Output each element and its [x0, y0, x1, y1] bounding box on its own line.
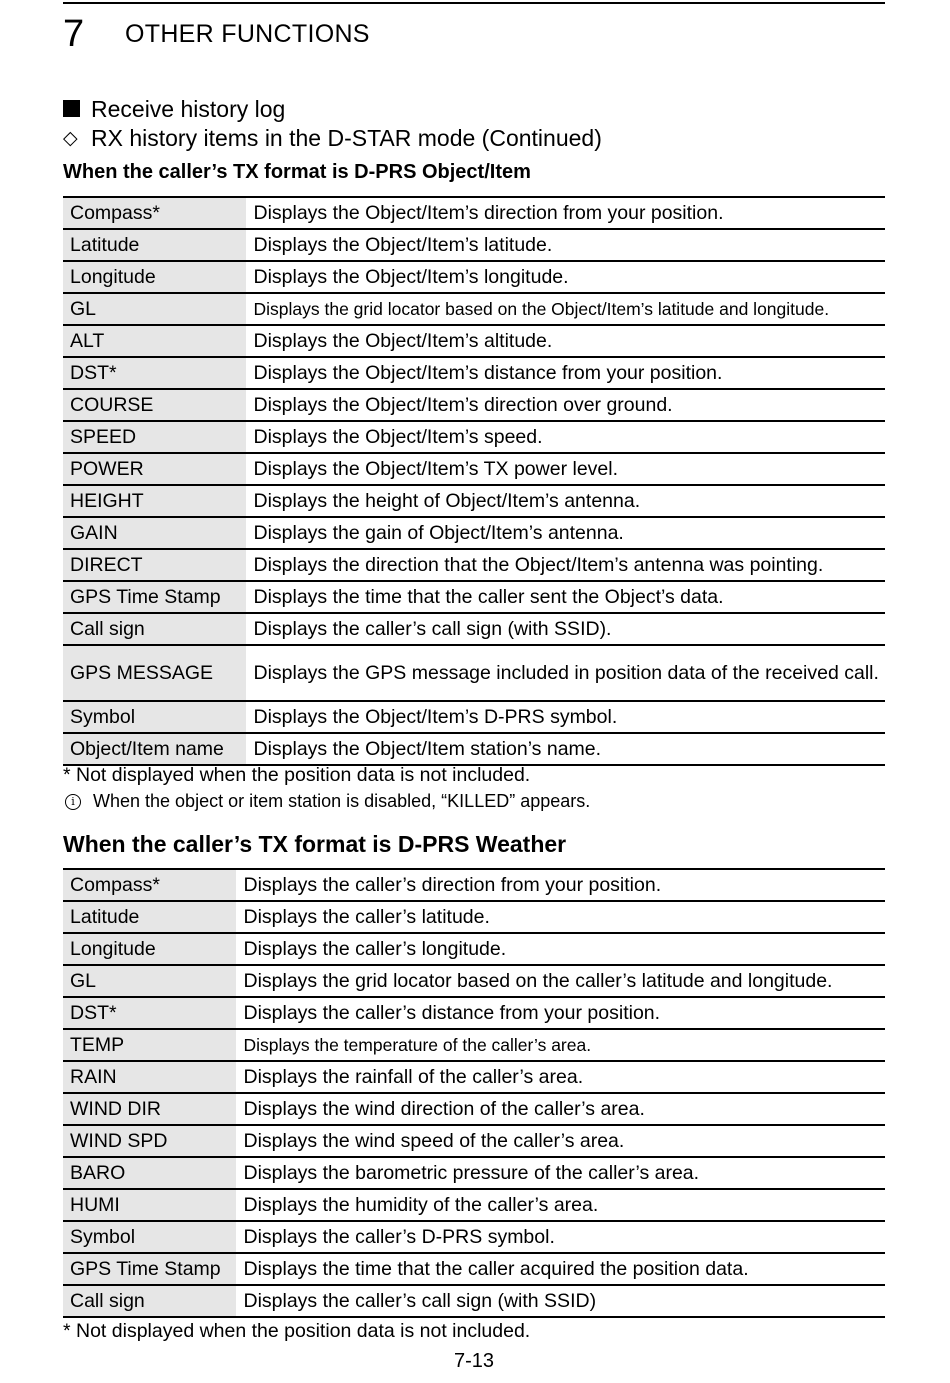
section-subtitle-row [63, 124, 602, 152]
item-description-cell: Displays the rainfall of the caller’s area. [236, 1061, 885, 1093]
top-rule [63, 2, 885, 4]
item-name-cell: GL [63, 293, 246, 325]
item-description-cell: Displays the GPS message included in position data of the received call. [246, 645, 885, 701]
table-row [63, 357, 885, 389]
item-name-cell: Latitude [63, 901, 236, 933]
item-description-cell: Displays the height of Object/Item’s antenna. [246, 485, 885, 517]
table-row [63, 389, 885, 421]
table-row [63, 229, 885, 261]
table-row [63, 453, 885, 485]
item-name-cell: WIND SPD [63, 1125, 236, 1157]
weather-table [63, 868, 885, 1318]
item-description-cell: Displays the temperature of the caller’s area. [236, 1029, 885, 1061]
item-description-cell: Displays the Object/Item’s D-PRS symbol. [246, 701, 885, 733]
table-row [63, 1285, 885, 1317]
item-description-cell: Displays the Object/Item’s direction over ground. [246, 389, 885, 421]
table-row [63, 517, 885, 549]
item-name-cell: POWER [63, 453, 246, 485]
table-row [63, 1189, 885, 1221]
item-name-cell: GPS Time Stamp [63, 1253, 236, 1285]
item-description-cell: Displays the barometric pressure of the caller’s area. [236, 1157, 885, 1189]
item-name-cell: GPS Time Stamp [63, 581, 246, 613]
object-item-table [63, 196, 885, 766]
item-description-cell: Displays the grid locator based on the Object/Item’s latitude and longitude. [246, 293, 885, 325]
item-description-cell: Displays the caller’s D-PRS symbol. [236, 1221, 885, 1253]
info-note-text: When the object or item station is disabled, “KILLED” appears. [93, 791, 591, 811]
item-name-cell: Compass* [63, 197, 246, 229]
item-description-cell: Displays the grid locator based on the caller’s latitude and longitude. [236, 965, 885, 997]
item-description-cell: Displays the caller’s latitude. [236, 901, 885, 933]
table-row [63, 1093, 885, 1125]
table-row [63, 1125, 885, 1157]
table-row [63, 197, 885, 229]
item-name-cell: WIND DIR [63, 1093, 236, 1125]
item-description-cell: Displays the caller’s longitude. [236, 933, 885, 965]
item-name-cell: Symbol [63, 1221, 236, 1253]
item-description-cell: Displays the Object/Item’s TX power level. [246, 453, 885, 485]
table-row [63, 1157, 885, 1189]
item-name-cell: GL [63, 965, 236, 997]
item-description-cell: Displays the caller’s call sign (with SSID). [246, 613, 885, 645]
weather-table-heading: When the caller’s TX format is D-PRS Weather [63, 831, 567, 857]
item-name-cell: Latitude [63, 229, 246, 261]
item-name-cell: DIRECT [63, 549, 246, 581]
item-name-cell: Call sign [63, 1285, 236, 1317]
chapter-title: OTHER FUNCTIONS [125, 19, 370, 48]
item-description-cell: Displays the direction that the Object/Item’s antenna was pointing. [246, 549, 885, 581]
table-row [63, 1221, 885, 1253]
item-name-cell: COURSE [63, 389, 246, 421]
chapter-header [63, 14, 370, 54]
table-row [63, 581, 885, 613]
item-name-cell: Call sign [63, 613, 246, 645]
table-row [63, 485, 885, 517]
item-name-cell: Longitude [63, 933, 236, 965]
object-table-heading: When the caller’s TX format is D-PRS Object/Item [63, 161, 531, 183]
table-row [63, 645, 885, 701]
item-name-cell: Object/Item name [63, 733, 246, 765]
table-row [63, 613, 885, 645]
item-name-cell: GAIN [63, 517, 246, 549]
info-note [65, 791, 590, 812]
section-title-row [63, 95, 285, 123]
table-row [63, 293, 885, 325]
item-description-cell: Displays the caller’s call sign (with SSID) [236, 1285, 885, 1317]
item-name-cell: Compass* [63, 869, 236, 901]
object-footnote: * Not displayed when the position data is not included. [63, 764, 531, 786]
item-description-cell: Displays the Object/Item’s latitude. [246, 229, 885, 261]
info-icon: i [65, 794, 81, 810]
section-title: Receive history log [91, 95, 286, 122]
item-description-cell: Displays the caller’s distance from your position. [236, 997, 885, 1029]
table-row [63, 901, 885, 933]
table-row [63, 421, 885, 453]
weather-footnote: * Not displayed when the position data is not included. [63, 1320, 531, 1342]
item-name-cell: HEIGHT [63, 485, 246, 517]
item-description-cell: Displays the Object/Item’s direction from your position. [246, 197, 885, 229]
black-square-icon [63, 100, 80, 117]
item-name-cell: TEMP [63, 1029, 236, 1061]
item-name-cell: HUMI [63, 1189, 236, 1221]
table-row [63, 997, 885, 1029]
item-description-cell: Displays the Object/Item’s speed. [246, 421, 885, 453]
table-row [63, 869, 885, 901]
diamond-icon: ◇ [63, 127, 78, 149]
item-name-cell: Longitude [63, 261, 246, 293]
item-name-cell: DST* [63, 357, 246, 389]
item-name-cell: Symbol [63, 701, 246, 733]
item-description-cell: Displays the humidity of the caller’s area. [236, 1189, 885, 1221]
item-description-cell: Displays the Object/Item station’s name. [246, 733, 885, 765]
table-row [63, 933, 885, 965]
item-description-cell: Displays the wind direction of the caller’s area. [236, 1093, 885, 1125]
item-name-cell: RAIN [63, 1061, 236, 1093]
table-row [63, 261, 885, 293]
item-name-cell: SPEED [63, 421, 246, 453]
item-name-cell: BARO [63, 1157, 236, 1189]
item-description-cell: Displays the time that the caller sent the Object’s data. [246, 581, 885, 613]
item-name-cell: ALT [63, 325, 246, 357]
item-description-cell: Displays the caller’s direction from your position. [236, 869, 885, 901]
item-description-cell: Displays the gain of Object/Item’s antenna. [246, 517, 885, 549]
page-number: 7-13 [453, 1350, 495, 1372]
table-row [63, 1061, 885, 1093]
table-row [63, 733, 885, 765]
item-description-cell: Displays the Object/Item’s distance from your position. [246, 357, 885, 389]
chapter-number: 7 [63, 13, 85, 55]
table-row [63, 965, 885, 997]
section-subtitle: RX history items in the D-STAR mode (Continued) [91, 124, 602, 151]
item-name-cell: DST* [63, 997, 236, 1029]
item-name-cell: GPS MESSAGE [63, 645, 246, 701]
item-description-cell: Displays the wind speed of the caller’s area. [236, 1125, 885, 1157]
table-row [63, 325, 885, 357]
table-row [63, 1029, 885, 1061]
table-row [63, 701, 885, 733]
item-description-cell: Displays the time that the caller acquired the position data. [236, 1253, 885, 1285]
table-row [63, 549, 885, 581]
item-description-cell: Displays the Object/Item’s altitude. [246, 325, 885, 357]
table-row [63, 1253, 885, 1285]
item-description-cell: Displays the Object/Item’s longitude. [246, 261, 885, 293]
